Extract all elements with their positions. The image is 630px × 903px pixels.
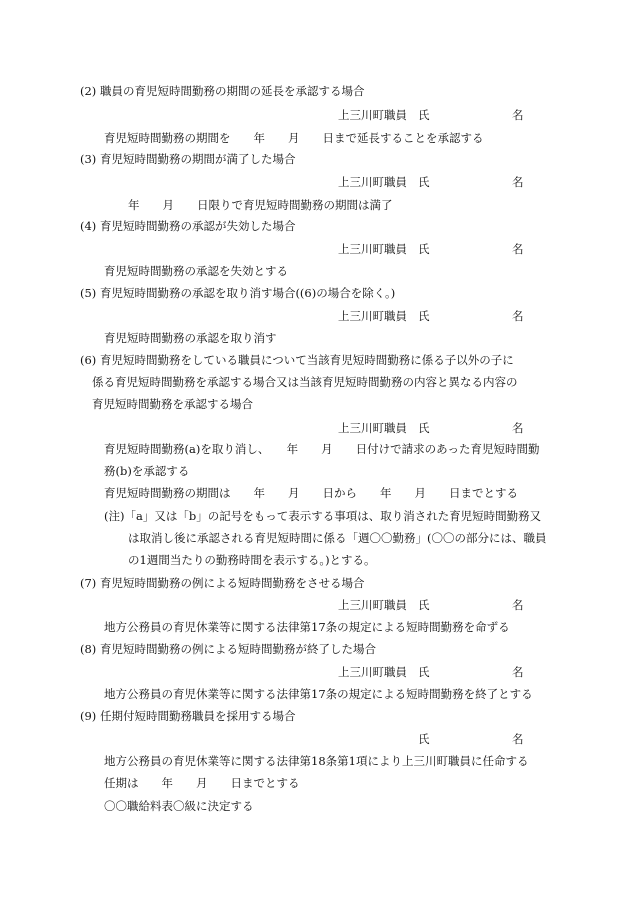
section-6-heading: (6) 育児短時間勤務をしている職員について当該育児短時間勤務に係る子以外の子に xyxy=(80,353,514,367)
mei-label: 名 xyxy=(512,421,524,435)
section-9-heading: (9) 任期付短時間勤務職員を採用する場合 xyxy=(80,709,296,723)
section-5-heading: (5) 育児短時間勤務の承認を取り消す場合((6)の場合を除く。) xyxy=(80,286,396,300)
section-6-heading-cont: 育児短時間勤務を承認する場合 xyxy=(92,397,253,411)
shi-label: 氏 xyxy=(418,175,430,189)
employee-org: 上三川町職員 xyxy=(338,108,407,122)
section-4-body: 育児短時間勤務の承認を失効とする xyxy=(104,264,288,278)
mei-label: 名 xyxy=(512,598,524,612)
shi-label: 氏 xyxy=(418,421,430,435)
section-6-body: 務(b)を承認する xyxy=(104,464,190,478)
section-6-note: (注)「a」又は「b」の記号をもって表示する事項は、取り消された育児短時間勤務又 xyxy=(104,509,542,523)
section-3-heading: (3) 育児短時間勤務の期間が満了した場合 xyxy=(80,152,296,166)
section-6-note: は取消し後に承認される育児短時間に係る「週〇〇勤務」(〇〇の部分には、職員 xyxy=(128,531,547,545)
employee-org: 上三川町職員 xyxy=(338,665,407,679)
employee-org: 上三川町職員 xyxy=(338,421,407,435)
mei-label: 名 xyxy=(512,242,524,256)
section-2-heading: (2) 職員の育児短時間勤務の期間の延長を承認する場合 xyxy=(80,84,365,98)
section-7-heading: (7) 育児短時間勤務の例による短時間勤務をさせる場合 xyxy=(80,576,365,590)
mei-label: 名 xyxy=(512,108,524,122)
section-2-body: 育児短時間勤務の期間を 年 月 日まで延長することを承認する xyxy=(104,131,484,145)
section-9-body: 地方公務員の育児休業等に関する法律第18条第1項により上三川町職員に任命する xyxy=(104,754,529,768)
shi-label: 氏 xyxy=(418,309,430,323)
section-6-body: 育児短時間勤務の期間は 年 月 日から 年 月 日までとする xyxy=(104,486,518,500)
shi-label: 氏 xyxy=(418,598,430,612)
section-3-body: 年 月 日限りで育児短時間勤務の期間は満了 xyxy=(128,198,393,212)
employee-org: 上三川町職員 xyxy=(338,175,407,189)
shi-label: 氏 xyxy=(418,732,430,746)
employee-org: 上三川町職員 xyxy=(338,242,407,256)
section-6-body: 育児短時間勤務(a)を取り消し、 年 月 日付けで請求のあった育児短時間勤 xyxy=(104,442,540,456)
section-6-heading-cont: 係る育児短時間勤務を承認する場合又は当該育児短時間勤務の内容と異なる内容の xyxy=(92,375,518,389)
shi-label: 氏 xyxy=(418,242,430,256)
section-9-body: 任期は 年 月 日までとする xyxy=(104,776,300,790)
employee-org: 上三川町職員 xyxy=(338,598,407,612)
section-8-heading: (8) 育児短時間勤務の例による短時間勤務が終了した場合 xyxy=(80,642,376,656)
shi-label: 氏 xyxy=(418,665,430,679)
section-8-body: 地方公務員の育児休業等に関する法律第17条の規定による短時間勤務を終了とする xyxy=(104,687,533,701)
mei-label: 名 xyxy=(512,175,524,189)
shi-label: 氏 xyxy=(418,108,430,122)
mei-label: 名 xyxy=(512,665,524,679)
section-7-body: 地方公務員の育児休業等に関する法律第17条の規定による短時間勤務を命ずる xyxy=(104,620,510,634)
section-5-body: 育児短時間勤務の承認を取り消す xyxy=(104,331,277,345)
mei-label: 名 xyxy=(512,309,524,323)
section-4-heading: (4) 育児短時間勤務の承認が失効した場合 xyxy=(80,219,296,233)
mei-label: 名 xyxy=(512,732,524,746)
section-6-note: の1週間当たりの勤務時間を表示する。)とする。 xyxy=(128,553,376,567)
employee-org: 上三川町職員 xyxy=(338,309,407,323)
section-9-body: 〇〇職給料表〇級に決定する xyxy=(104,799,254,813)
